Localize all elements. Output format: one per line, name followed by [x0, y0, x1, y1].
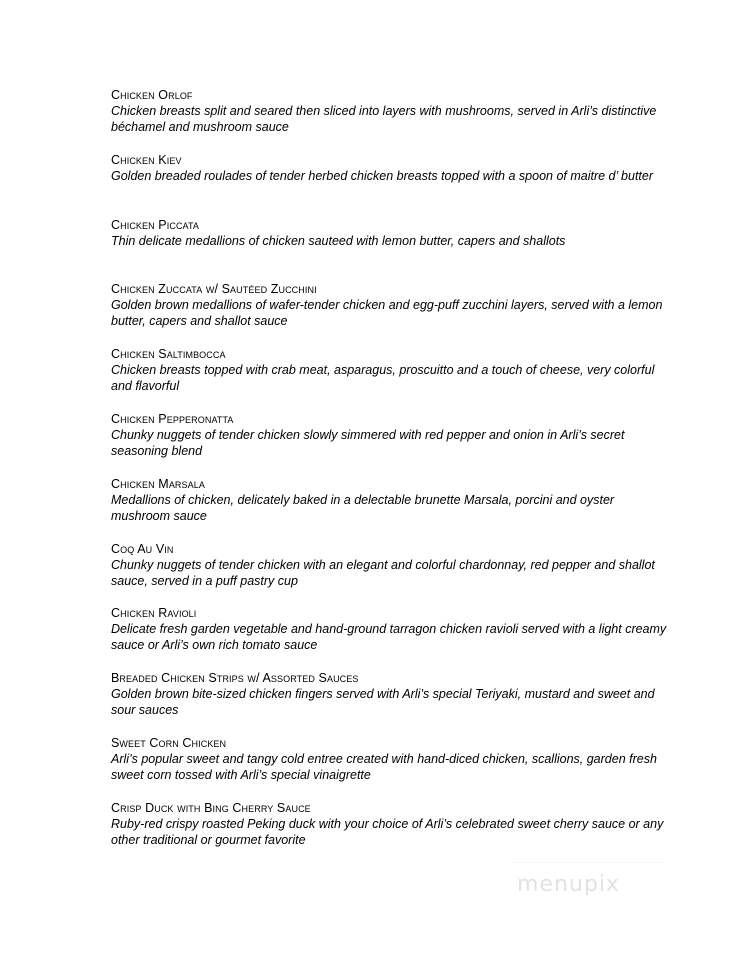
menu-list — [111, 87, 671, 865]
menu-item — [111, 476, 671, 541]
menu-item — [111, 281, 671, 346]
menu-item-description: Chicken breasts topped with crab meat, asparagus, proscuitto and a touch of cheese, very colorful and flavorful — [111, 363, 655, 394]
menu-item — [111, 670, 671, 735]
menu-item-name: Sweet Corn Chicken — [111, 735, 227, 750]
menu-item-description: Chunky nuggets of tender chicken with an elegant and colorful chardonnay, red pepper and shallot sauce, served in a puff pastry cup — [111, 557, 655, 588]
watermark-divider — [513, 862, 663, 863]
menu-item — [111, 541, 671, 606]
menu-item — [111, 87, 671, 152]
menu-item-name: Chicken Pepperonatta — [111, 411, 234, 426]
menu-item — [111, 411, 671, 476]
menu-item-name: Coq Au Vin — [111, 541, 174, 556]
menu-item-name: Chicken Zuccata w/ Sautéed Zucchini — [111, 282, 317, 297]
menu-item-name: Chicken Saltimbocca — [111, 347, 226, 362]
menu-item — [111, 800, 671, 865]
menu-item-description: Medallions of chicken, delicately baked in a delectable brunette Marsala, porcini and oyster mushroom sauce — [111, 492, 615, 523]
menu-item — [111, 346, 671, 411]
menu-item-description: Arli’s popular sweet and tangy cold entree created with hand-diced chicken, scallions, garden fresh sweet corn tossed with Arli’s special vinaigrette — [111, 751, 657, 782]
menu-item-description: Chunky nuggets of tender chicken slowly simmered with red pepper and onion in Arli’s secret seasoning blend — [111, 427, 625, 458]
menu-item-name: Chicken Ravioli — [111, 606, 197, 621]
menu-item-description: Golden brown bite-sized chicken fingers served with Arli’s special Teriyaki, mustard and sweet and sour sauces — [111, 687, 655, 718]
menu-item-name: Chicken Marsala — [111, 476, 205, 491]
menu-item-name: Chicken Orlof — [111, 88, 193, 102]
menu-item — [111, 605, 671, 670]
menu-item-description: Thin delicate medallions of chicken sauteed with lemon butter, capers and shallots — [111, 233, 566, 248]
menupix-watermark: menupix — [517, 872, 620, 897]
menu-item-name: Chicken Piccata — [111, 217, 200, 232]
menu-item-name: Chicken Kiev — [111, 152, 182, 167]
menu-item — [111, 152, 671, 217]
menu-item-description: Golden breaded roulades of tender herbed chicken breasts topped with a spoon of maitre d’ butter — [111, 168, 654, 183]
menu-item — [111, 217, 671, 282]
menu-item-description: Chicken breasts split and seared then sliced into layers with mushrooms, served in Arli’s distinctive béchamel and mushroom sauce — [111, 104, 657, 134]
menu-item-name: Breaded Chicken Strips w/ Assorted Sauces — [111, 671, 359, 686]
menu-item-name: Crisp Duck with Bing Cherry Sauce — [111, 800, 311, 815]
menu-item-description: Ruby-red crispy roasted Peking duck with your choice of Arli’s celebrated sweet cherry sauce or any other traditional or gourmet favorite — [111, 816, 664, 847]
menu-item-description: Delicate fresh garden vegetable and hand-ground tarragon chicken ravioli served with a light creamy sauce or Arli’s own rich tomato sauce — [111, 622, 667, 653]
menu-item — [111, 735, 671, 800]
menu-item-description: Golden brown medallions of wafer-tender chicken and egg-puff zucchini layers, served with a lemon butter, capers and shallot sauce — [111, 298, 663, 329]
